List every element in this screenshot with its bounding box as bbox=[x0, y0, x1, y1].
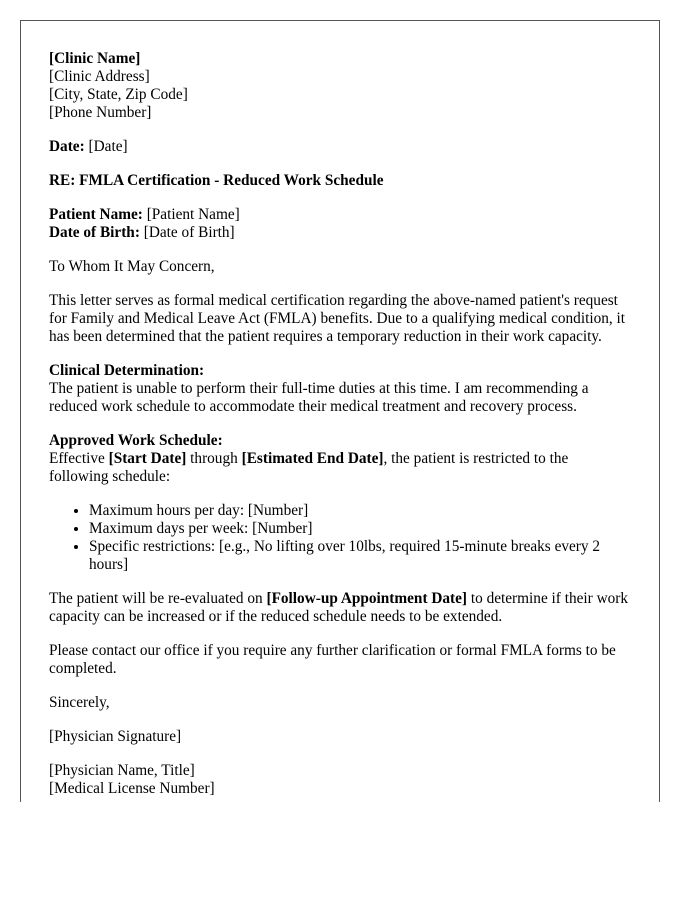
schedule-text-3: , the patient is restricted to the following schedule: bbox=[49, 450, 569, 485]
clinical-determination bbox=[49, 362, 631, 416]
salutation: To Whom It May Concern, bbox=[49, 258, 215, 275]
patient-dob-label: Date of Birth: bbox=[49, 224, 140, 241]
physician-name-title: [Physician Name, Title] bbox=[49, 762, 195, 779]
subject-text: RE: FMLA Certification - Reduced Work Schedule bbox=[49, 172, 384, 189]
schedule-list bbox=[49, 502, 631, 574]
date-label: Date: bbox=[49, 138, 85, 155]
patient-info bbox=[49, 206, 631, 242]
list-item: • Specific restrictions: [e.g., No lifting over 10lbs, required 15-minute breaks every 2 hours] bbox=[89, 538, 631, 574]
clinic-name: [Clinic Name] bbox=[49, 50, 141, 67]
schedule-text-1: Effective bbox=[49, 450, 109, 467]
reevaluation-date: [Follow-up Appointment Date] bbox=[266, 590, 468, 607]
clinic-header bbox=[49, 50, 631, 122]
clinical-heading: Clinical Determination: bbox=[49, 362, 205, 379]
clinic-phone: [Phone Number] bbox=[49, 104, 152, 121]
intro-paragraph: This letter serves as formal medical certification regarding the above-named patient's request for Family and Medical Leave Act (FMLA) benefits. Due to a qualifying medical condition, it has been determined that the patient requires a temporary reduction in their work capacity. bbox=[49, 292, 626, 345]
list-item: • Maximum hours per day: [Number] bbox=[89, 502, 631, 520]
physician-license: [Medical License Number] bbox=[49, 780, 215, 797]
schedule-start-date: [Start Date] bbox=[108, 450, 187, 467]
approved-schedule bbox=[49, 432, 631, 486]
clinic-address: [Clinic Address] bbox=[49, 68, 150, 85]
physician-info bbox=[49, 762, 631, 798]
clinical-text: The patient is unable to perform their full-time duties at this time. I am recommending a reduced work schedule to accommodate their medical treatment and recovery process. bbox=[49, 380, 589, 415]
letter-content bbox=[21, 21, 659, 798]
date-value: [Date] bbox=[88, 138, 128, 155]
contact-paragraph: Please contact our office if you require any further clarification or formal FMLA forms to be completed. bbox=[49, 642, 616, 677]
patient-dob-value: [Date of Birth] bbox=[143, 224, 235, 241]
schedule-end-date: [Estimated End Date] bbox=[241, 450, 384, 467]
patient-dob-line bbox=[49, 224, 631, 242]
reevaluation-text-2: to determine if their work capacity can be increased or if the reduced schedule needs to be extended. bbox=[49, 590, 629, 625]
schedule-heading: Approved Work Schedule: bbox=[49, 432, 223, 449]
letter-date bbox=[49, 138, 631, 156]
reevaluation-paragraph bbox=[49, 590, 631, 626]
letter-page bbox=[20, 20, 660, 802]
subject-line bbox=[49, 172, 631, 190]
physician-signature: [Physician Signature] bbox=[49, 728, 182, 745]
schedule-text-2: through bbox=[186, 450, 242, 467]
closing: Sincerely, bbox=[49, 694, 110, 711]
list-item: • Maximum days per week: [Number] bbox=[89, 520, 631, 538]
clinic-city-state-zip: [City, State, Zip Code] bbox=[49, 86, 188, 103]
patient-name-label: Patient Name: bbox=[49, 206, 143, 223]
reevaluation-text-1: The patient will be re-evaluated on bbox=[49, 590, 267, 607]
patient-name-line bbox=[49, 206, 631, 224]
patient-name-value: [Patient Name] bbox=[146, 206, 240, 223]
